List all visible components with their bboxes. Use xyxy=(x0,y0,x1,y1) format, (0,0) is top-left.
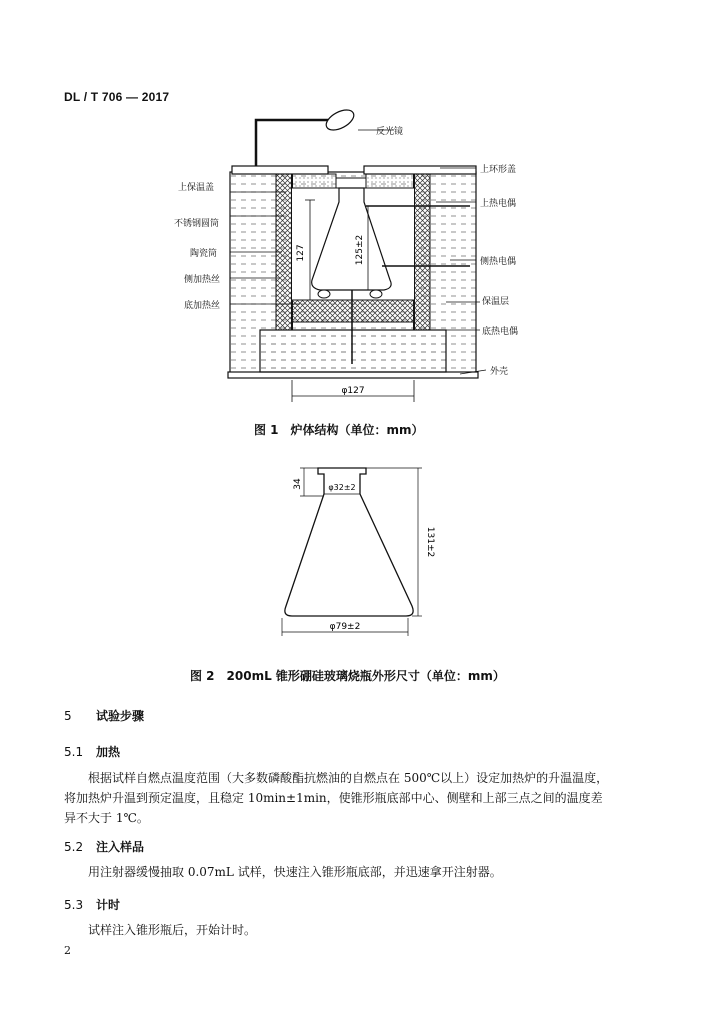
section-5-1-heading xyxy=(64,743,120,760)
bottom-heater xyxy=(292,300,414,322)
dim-flask-total-height: 131±2 xyxy=(425,526,435,558)
furnace-base xyxy=(260,330,446,372)
figure-2-caption: 图 2 200mL 锥形硼硅玻璃烧瓶外形尺寸（单位：mm） xyxy=(190,669,505,683)
section-number: 5 xyxy=(64,709,72,723)
dim-diameter: φ127 xyxy=(341,386,365,396)
section-title: 加热 xyxy=(96,745,121,759)
section-number: 5.2 xyxy=(64,840,84,854)
section-5-3-body xyxy=(64,920,664,940)
figure-1-furnace-diagram xyxy=(150,108,530,418)
page-number: 2 xyxy=(64,944,71,957)
paragraph-line: 异不大于 1℃。 xyxy=(64,811,149,825)
label-ceramic-tube: 陶瓷筒 xyxy=(190,249,218,259)
paragraph-line: 用注射器缓慢抽取 0.07mL 试样，快速注入锥形瓶底部，并迅速拿开注射器。 xyxy=(88,865,502,879)
dim-base-diameter: φ79±2 xyxy=(329,622,361,632)
label-upper-insulation-cover: 上保温盖 xyxy=(178,183,215,193)
section-number: 5.3 xyxy=(64,898,84,912)
dim-127: 127 xyxy=(296,244,306,262)
section-title: 试验步骤 xyxy=(96,709,145,723)
section-5-3-heading xyxy=(64,896,120,913)
reflector xyxy=(256,108,357,166)
figure-1-caption: 图 1 炉体结构（单位：mm） xyxy=(254,423,424,437)
paragraph-line: 试样注入锥形瓶后，开始计时。 xyxy=(88,923,257,937)
label-bottom-heater: 底加热丝 xyxy=(184,301,221,311)
dim-flask-height: 125±2 xyxy=(355,234,365,266)
figure-2-flask-diagram xyxy=(262,460,442,640)
label-upper-thermocouple: 上热电偶 xyxy=(480,199,517,209)
label-shell: 外壳 xyxy=(490,367,509,377)
label-reflector: 反光镜 xyxy=(376,127,404,137)
label-insulation-layer: 保温层 xyxy=(482,297,510,307)
paragraph-line: 根据试样自燃点温度范围（大多数磷酸酯抗燃油的自燃点在 500℃以上）设定加热炉的升温温度， xyxy=(88,771,609,785)
section-5-1-body xyxy=(64,768,664,828)
ceramic-tube-right xyxy=(414,174,430,330)
label-bottom-thermocouple: 底热电偶 xyxy=(482,327,519,337)
dim-neck-height: 34 xyxy=(293,478,303,490)
section-title: 注入样品 xyxy=(96,840,145,854)
paragraph-line: 将加热炉升温到预定温度，且稳定 10min±1min，使锥形瓶底部中心、侧壁和上部三点之间的温度差 xyxy=(64,791,603,805)
upper-ring-cover xyxy=(364,166,476,174)
dim-neck-diameter: φ32±2 xyxy=(328,483,356,492)
section-number: 5.1 xyxy=(64,745,84,759)
label-stainless-tube: 不锈钢圆筒 xyxy=(174,219,220,229)
section-title: 计时 xyxy=(96,898,121,912)
section-5-heading xyxy=(64,707,144,724)
label-upper-ring-cover: 上环形盖 xyxy=(480,165,517,175)
label-side-thermocouple: 侧热电偶 xyxy=(480,257,517,267)
section-5-2-heading xyxy=(64,838,144,855)
upper-insulation-cover xyxy=(232,166,328,174)
standard-code: DL / T 706 — 2017 xyxy=(64,90,170,104)
label-side-heater: 侧加热丝 xyxy=(184,275,221,285)
section-5-2-body xyxy=(64,862,664,882)
